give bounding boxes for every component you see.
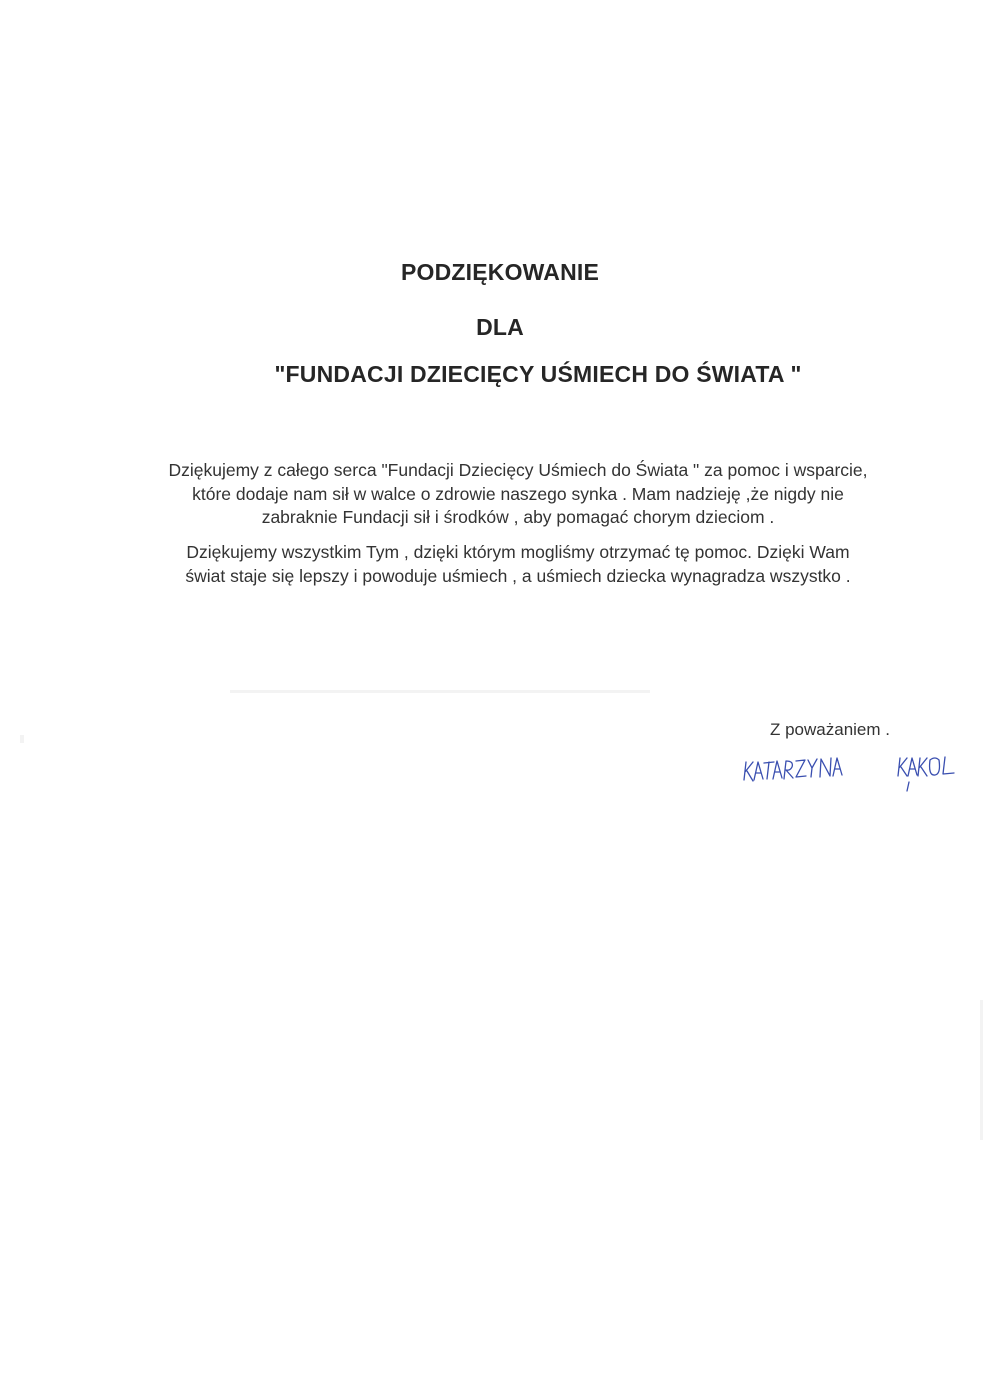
- letter-title-recipient: "FUNDACJI DZIECIĘCY UŚMIECH DO ŚWIATA ": [274, 361, 802, 387]
- paragraph-line: Dziękujemy z całego serca "Fundacji Dziecięcy Uśmiech do Świata " za pomoc i wsparcie,: [168, 460, 868, 480]
- handwritten-signature: [742, 748, 972, 798]
- scan-artifact: [980, 1000, 983, 1140]
- letter-title-for: DLA: [476, 314, 524, 340]
- letter-title: PODZIĘKOWANIE: [400, 259, 600, 285]
- paragraph-line: które dodaje nam sił w walce o zdrowie naszego synka . Mam nadzieję ,że nigdy nie: [192, 483, 844, 504]
- paragraph-line: zabraknie Fundacji sił i środków , aby pomagać chorym dzieciom .: [261, 507, 775, 527]
- scan-artifact: [20, 735, 24, 743]
- body-paragraph-2: [100, 541, 936, 588]
- closing-salutation: Z poważaniem .: [770, 720, 890, 739]
- paragraph-line: Dziękujemy wszystkim Tym , dzięki którym mogliśmy otrzymać tę pomoc. Dzięki Wam: [186, 542, 850, 562]
- paragraph-line: świat staje się lepszy i powoduje uśmiech , a uśmiech dziecka wynagradza wszystko .: [185, 565, 851, 586]
- body-paragraph-1: [100, 459, 936, 530]
- scan-artifact: [230, 690, 650, 693]
